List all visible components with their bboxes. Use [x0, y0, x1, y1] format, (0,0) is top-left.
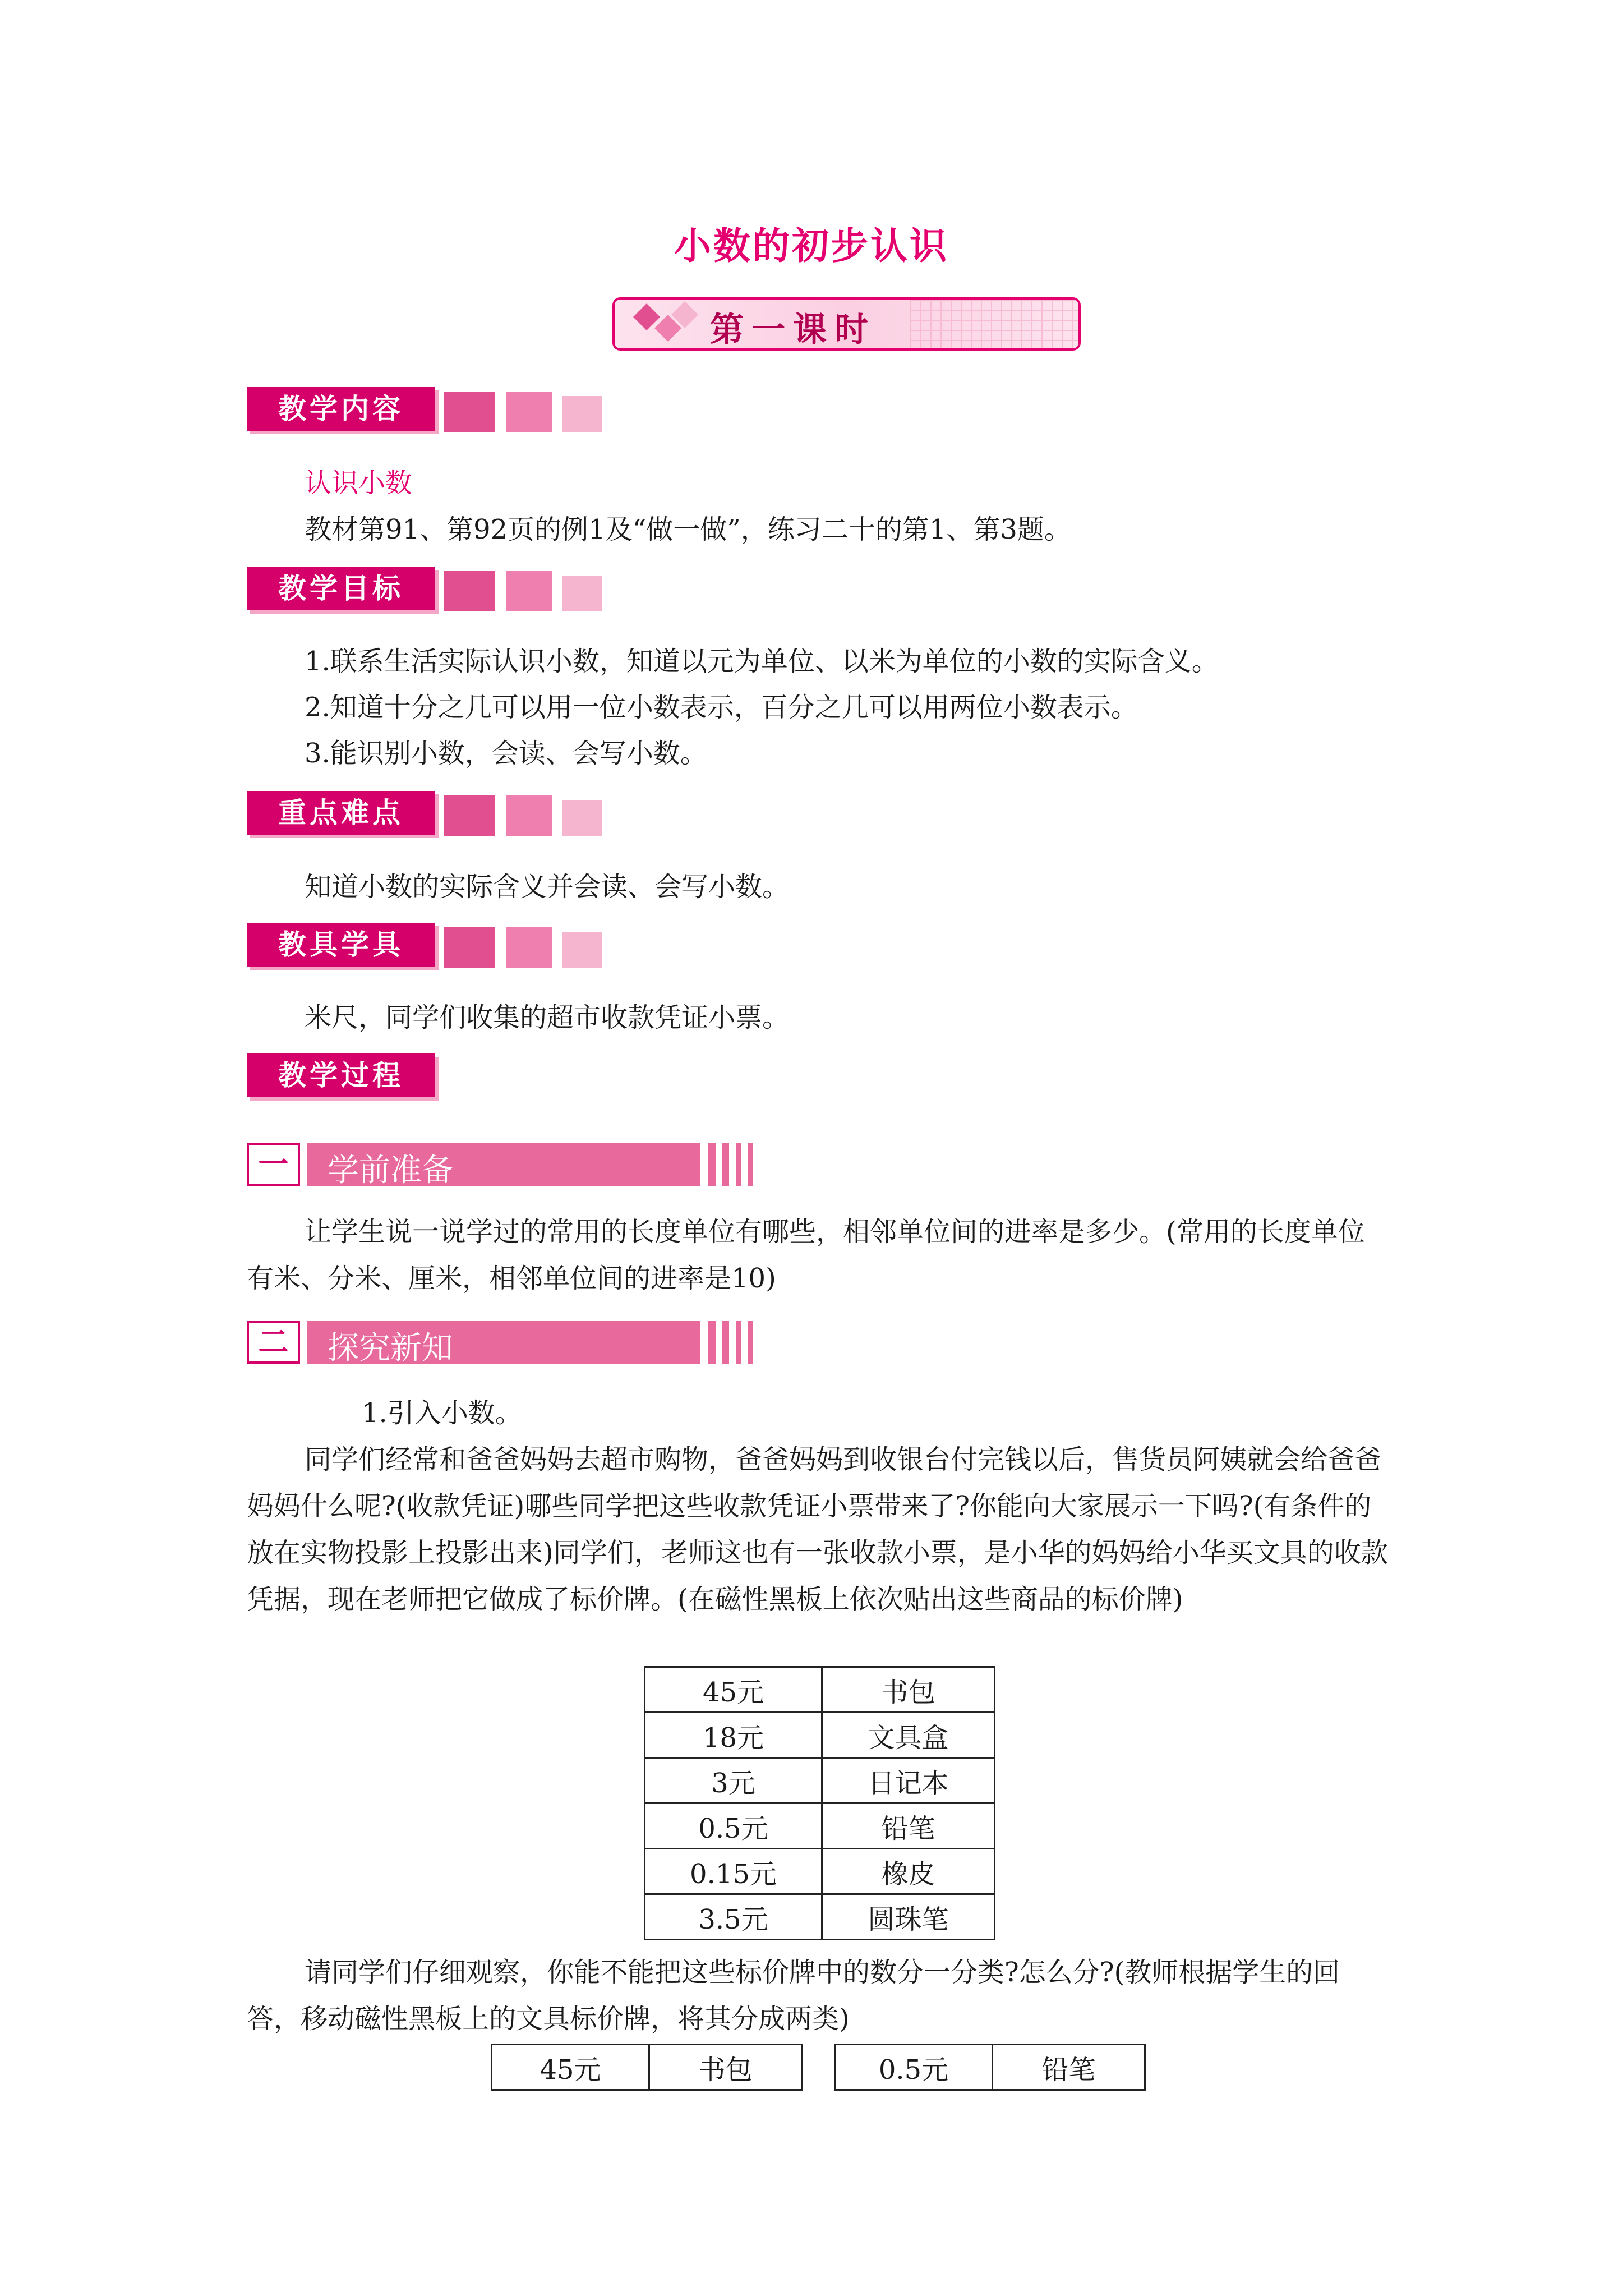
table-row	[645, 1758, 995, 1803]
document-title: 小数的初步认识	[674, 224, 949, 268]
square-decoration	[444, 795, 495, 836]
section-label: 教学过程	[247, 1053, 435, 1097]
square-decoration	[506, 571, 552, 611]
square-decoration	[506, 392, 552, 432]
price-cell: 0.15元	[645, 1849, 822, 1894]
price-cell: 45元	[492, 2045, 649, 2090]
item-cell: 铅笔	[993, 2045, 1145, 2090]
item-cell: 橡皮	[822, 1849, 995, 1894]
item-cell: 文具盒	[822, 1713, 995, 1758]
keypoints-text: 知道小数的实际含义并会读、会写小数。	[305, 871, 790, 903]
table-row	[645, 1894, 995, 1940]
square-decoration	[444, 927, 495, 968]
square-decoration	[506, 795, 552, 836]
tools-text: 米尺，同学们收集的超市收款凭证小票。	[305, 1002, 790, 1033]
item-cell: 日记本	[822, 1758, 995, 1803]
table-row	[835, 2045, 1145, 2090]
banner-grid-pattern	[910, 300, 1078, 348]
stripe-decoration	[722, 1321, 729, 1364]
item-cell: 书包	[822, 1667, 995, 1713]
square-decoration	[562, 932, 602, 968]
stripe-decoration	[748, 1321, 753, 1364]
lesson-banner	[612, 297, 1081, 351]
content-topic: 认识小数	[305, 467, 413, 499]
table-row	[492, 2045, 802, 2090]
split-table-left	[491, 2044, 803, 2091]
lesson-label: 第一课时	[710, 310, 876, 349]
section-label: 教具学具	[247, 923, 435, 967]
goal-item: 1.联系生活实际认识小数，知道以元为单位、以米为单位的小数的实际含义。	[305, 646, 1219, 677]
item-cell: 铅笔	[822, 1803, 995, 1849]
section-label: 重点难点	[247, 791, 435, 835]
step-number: 一	[247, 1143, 300, 1186]
step1-text: 让学生说一说学过的常用的长度单位有哪些，相邻单位间的进率是多少。(常用的长度单位有米、分米、厘米，相邻单位间的进率是10)	[247, 1216, 1365, 1294]
step-title-bar	[307, 1143, 700, 1189]
step-title-bar	[307, 1321, 700, 1364]
square-decoration	[506, 927, 552, 968]
square-decoration	[444, 392, 495, 432]
content-text: 教材第91、第92页的例1及“做一做”，练习二十的第1、第3题。	[305, 514, 1071, 545]
step2-text2: 请同学们仔细观察，你能不能把这些标价牌中的数分一分类?怎么分?(教师根据学生的回答，移动磁性黑板上的文具标价牌，将其分成两类)	[247, 1957, 1340, 2035]
goal-item: 2.知道十分之几可以用一位小数表示，百分之几可以用两位小数表示。	[305, 692, 1138, 723]
square-decoration	[562, 576, 602, 611]
square-decoration	[562, 800, 602, 836]
price-cell: 0.5元	[835, 2045, 993, 2090]
square-decoration	[562, 396, 602, 432]
table-row	[645, 1667, 995, 1713]
stripe-decoration	[722, 1143, 729, 1186]
step-title: 学前准备	[328, 1152, 453, 1189]
price-cell: 3.5元	[645, 1894, 822, 1940]
step-title: 探究新知	[328, 1330, 453, 1366]
table-row	[645, 1849, 995, 1894]
step-number: 二	[247, 1321, 300, 1364]
stripe-decoration	[708, 1321, 716, 1364]
stripe-decoration	[736, 1321, 741, 1364]
price-cell: 18元	[645, 1713, 822, 1758]
stripe-decoration	[708, 1143, 716, 1186]
step2-text: 同学们经常和爸爸妈妈去超市购物，爸爸妈妈到收银台付完钱以后，售货员阿姨就会给爸爸妈妈什么呢?(收款凭证)哪些同学把这些收款凭证小票带来了?你能向大家展示一下吗?(有条件的放在实物投影上投影出来)同学们，老师这也有一张收款小票，是小华的妈妈给小华买文具的收款凭据，现在老师把它做成了标价牌。(在磁性黑板上依次贴出这些商品的标价牌)	[247, 1444, 1388, 1615]
price-cell: 3元	[645, 1758, 822, 1803]
table-row	[645, 1713, 995, 1758]
item-cell: 圆珠笔	[822, 1894, 995, 1940]
stripe-decoration	[736, 1143, 741, 1186]
price-cell: 0.5元	[645, 1803, 822, 1849]
price-cell: 45元	[645, 1667, 822, 1713]
square-decoration	[444, 571, 495, 611]
table-row	[645, 1803, 995, 1849]
section-label: 教学内容	[247, 387, 435, 431]
goal-item: 3.能识别小数，会读、会写小数。	[305, 738, 707, 769]
stripe-decoration	[748, 1143, 753, 1186]
split-table-right	[834, 2044, 1146, 2091]
section-label: 教学目标	[247, 567, 435, 610]
price-table	[644, 1666, 995, 1940]
item-cell: 书包	[649, 2045, 802, 2090]
step2-subtitle: 1.引入小数。	[362, 1397, 522, 1429]
